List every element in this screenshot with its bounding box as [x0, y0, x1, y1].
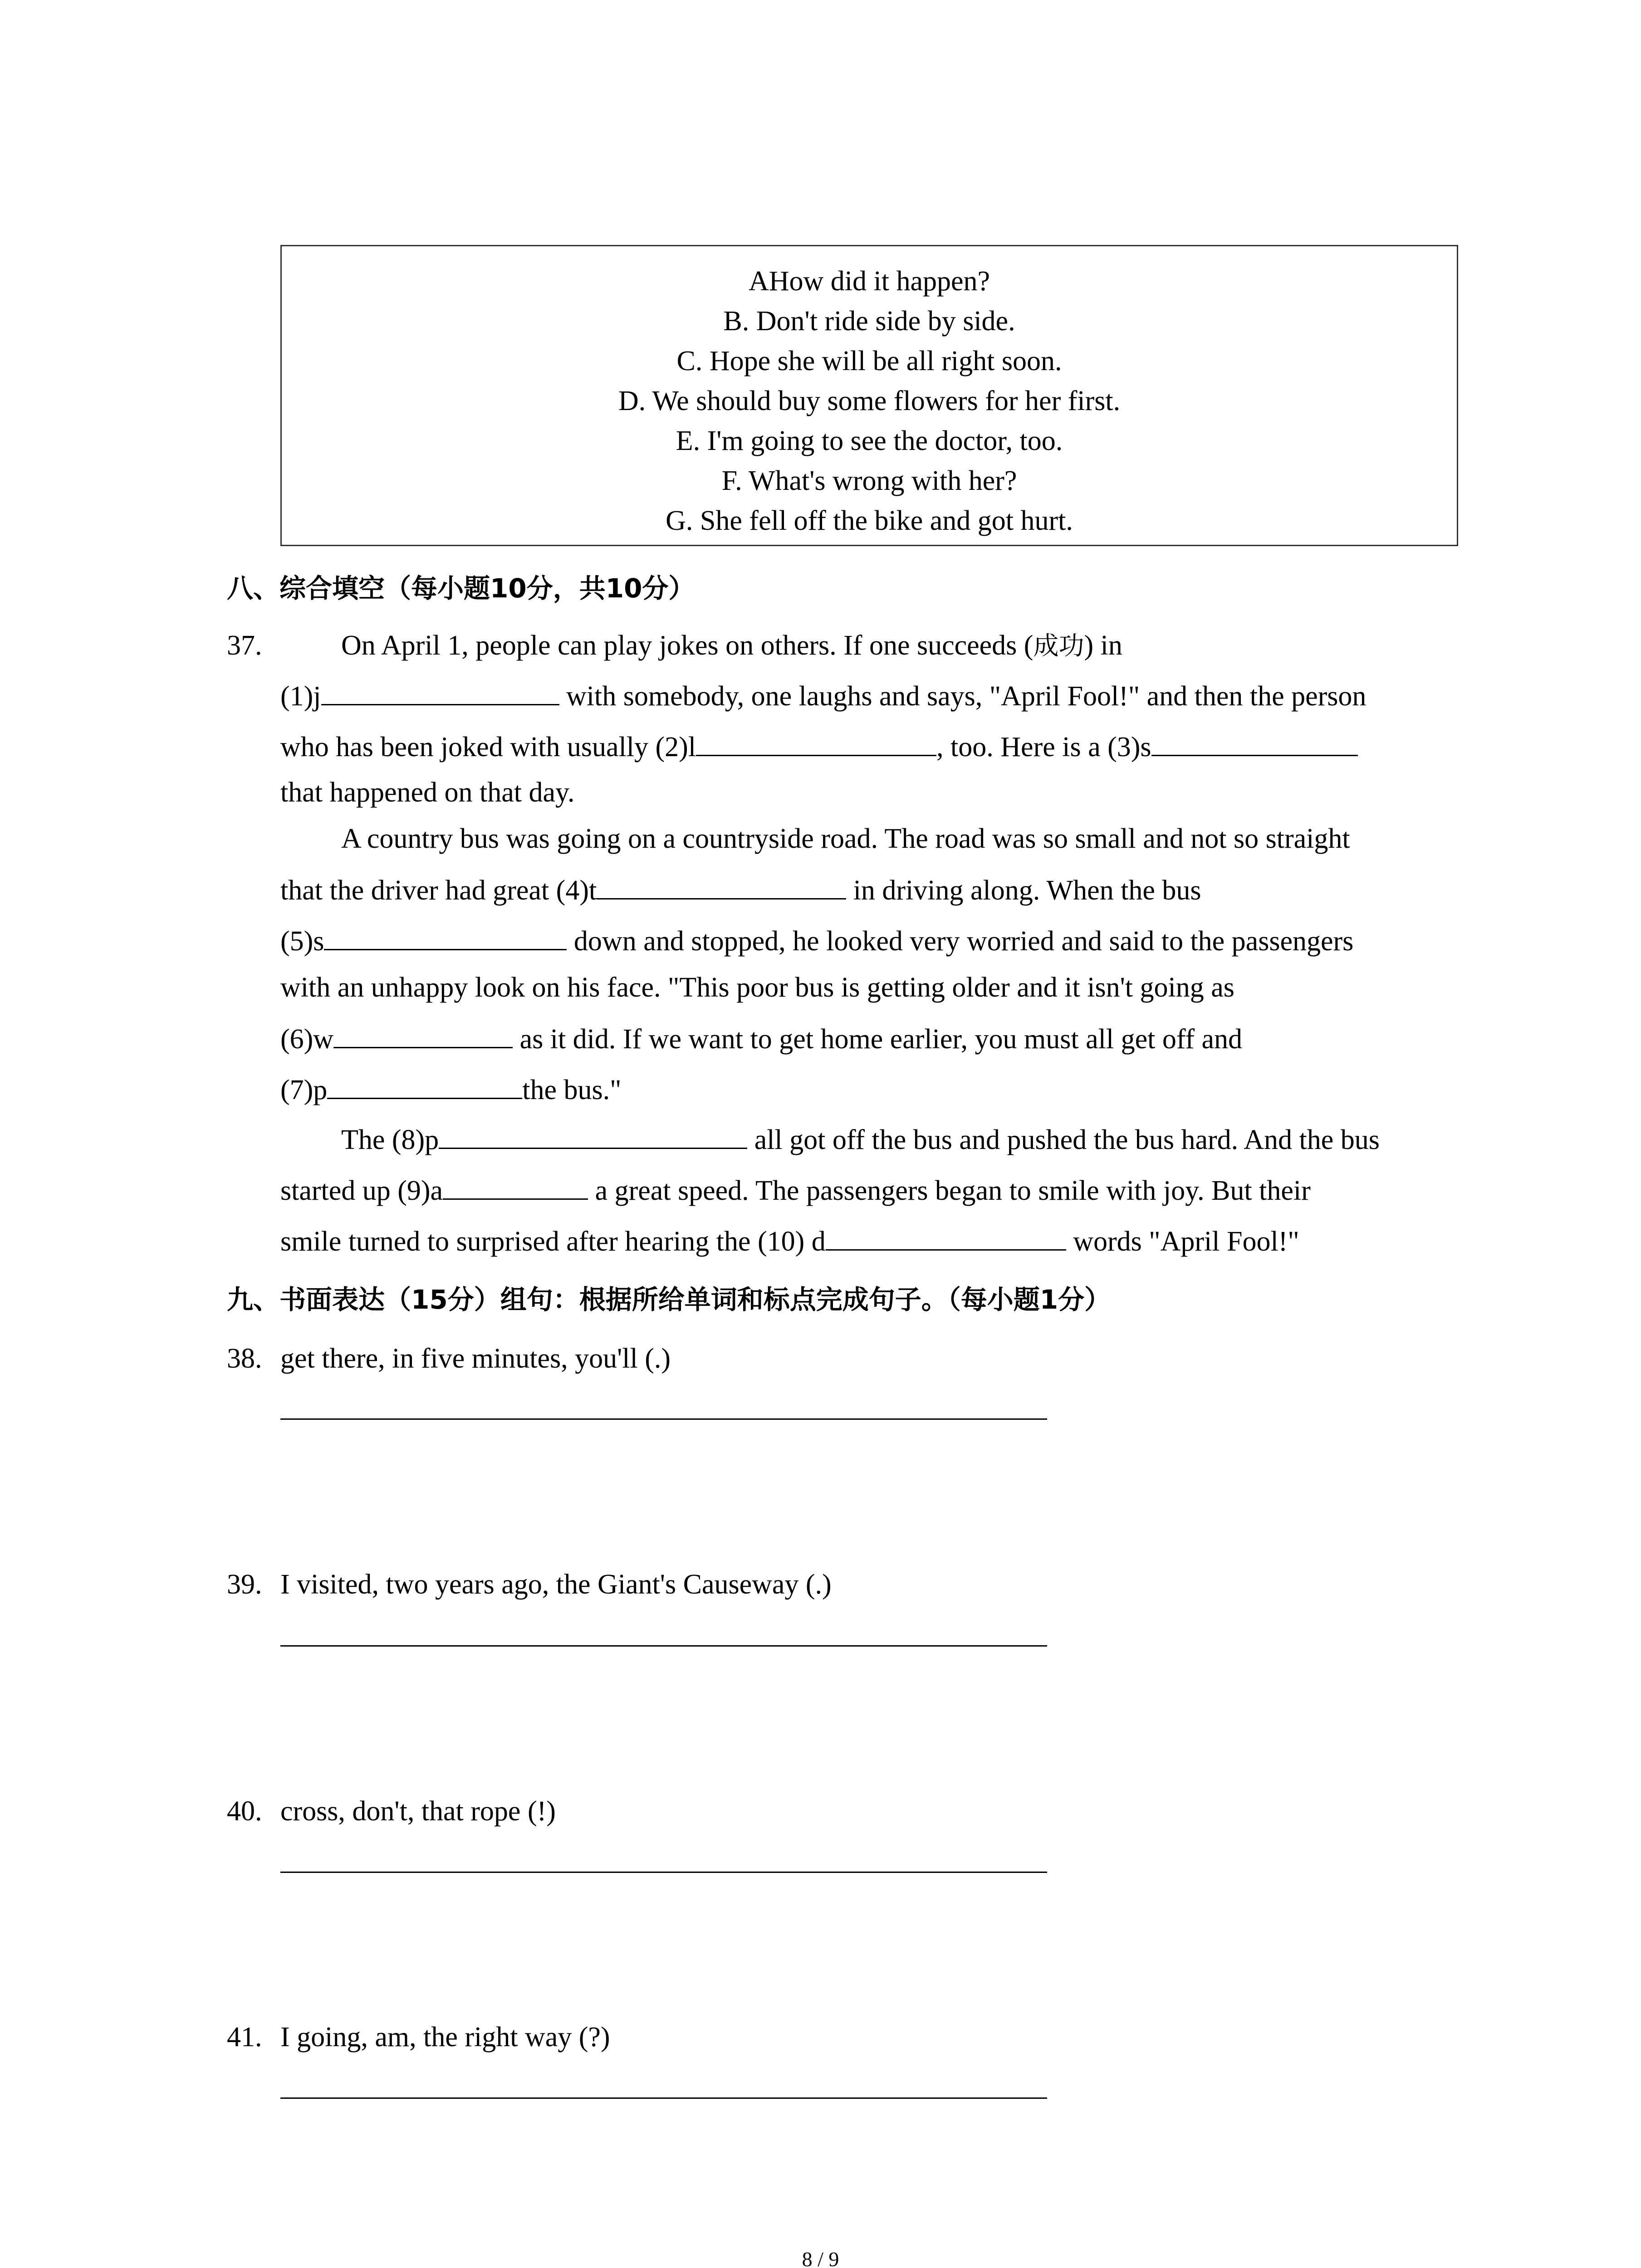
page-number: 8 / 9	[802, 2248, 839, 2268]
q37-line-7: (5)s down and stopped, he looked very worried and said to the passengers	[280, 926, 1354, 957]
question-37-number: 37.	[227, 630, 262, 661]
q37-line-5: A country bus was going on a countryside road. The road was so small and not so straight	[341, 823, 1350, 854]
blank-2[interactable]	[696, 732, 936, 756]
q37-line-13: smile turned to surprised after hearing the (10) d words "April Fool!"	[280, 1226, 1299, 1257]
section-8-heading: 八、综合填空（每小题10分，共10分）	[227, 573, 695, 604]
question-41-number: 41.	[227, 2022, 262, 2053]
question-40-number: 40.	[227, 1796, 262, 1827]
blank-5[interactable]	[324, 926, 567, 950]
answer-line-39[interactable]	[280, 1645, 1047, 1647]
blank-6[interactable]	[333, 1024, 513, 1048]
q37-line-4: that happened on that day.	[280, 777, 575, 808]
options-box	[280, 245, 1458, 546]
blank-7[interactable]	[327, 1075, 522, 1099]
blank-4[interactable]	[597, 875, 846, 899]
blank-8[interactable]	[439, 1125, 747, 1149]
question-39-number: 39.	[227, 1569, 262, 1600]
q37-line-11: The (8)p all got off the bus and pushed the bus hard. And the bus	[341, 1124, 1380, 1155]
option-d: D. We should buy some flowers for her first.	[618, 386, 1121, 416]
question-38-number: 38.	[227, 1343, 262, 1374]
q37-line-12: started up (9)a a great speed. The passengers began to smile with joy. But their	[280, 1175, 1311, 1206]
blank-9[interactable]	[443, 1176, 588, 1200]
q37-line-10: (7)p the bus."	[280, 1075, 622, 1105]
q37-chinese-gloss: 成功	[1033, 631, 1084, 661]
blank-1[interactable]	[321, 681, 559, 705]
q37-line-1: On April 1, people can play jokes on others. If one succeeds (成功) in	[341, 630, 1122, 661]
q37-line-6: that the driver had great (4)t in driving along. When the bus	[280, 875, 1201, 906]
q37-line-9: (6)w as it did. If we want to get home earlier, you must all get off and	[280, 1024, 1243, 1055]
question-39-text: I visited, two years ago, the Giant's Causeway (.)	[280, 1569, 832, 1600]
blank-10[interactable]	[826, 1227, 1066, 1251]
option-a: AHow did it happen?	[748, 266, 990, 297]
q37-line-8: with an unhappy look on his face. "This poor bus is getting older and it isn't going as	[280, 972, 1234, 1003]
answer-line-41[interactable]	[280, 2097, 1047, 2099]
option-b: B. Don't ride side by side.	[723, 306, 1015, 337]
blank-3[interactable]	[1151, 732, 1358, 756]
section-9-heading: 九、书面表达（15分）组句：根据所给单词和标点完成句子。（每小题1分）	[227, 1284, 1111, 1315]
question-40-text: cross, don't, that rope (!)	[280, 1796, 556, 1827]
answer-line-38[interactable]	[280, 1418, 1047, 1420]
answer-line-40[interactable]	[280, 1872, 1047, 1873]
option-e: E. I'm going to see the doctor, too.	[676, 425, 1063, 456]
question-38-text: get there, in five minutes, you'll (.)	[280, 1343, 671, 1374]
option-g: G. She fell off the bike and got hurt.	[666, 505, 1073, 536]
q37-line-2: (1)j with somebody, one laughs and says, "April Fool!" and then the person	[280, 681, 1367, 712]
question-41-text: I going, am, the right way (?)	[280, 2022, 610, 2053]
q37-line-3: who has been joked with usually (2)l , too. Here is a (3)s	[280, 732, 1358, 761]
option-c: C. Hope she will be all right soon.	[676, 346, 1062, 376]
option-f: F. What's wrong with her?	[721, 465, 1017, 496]
